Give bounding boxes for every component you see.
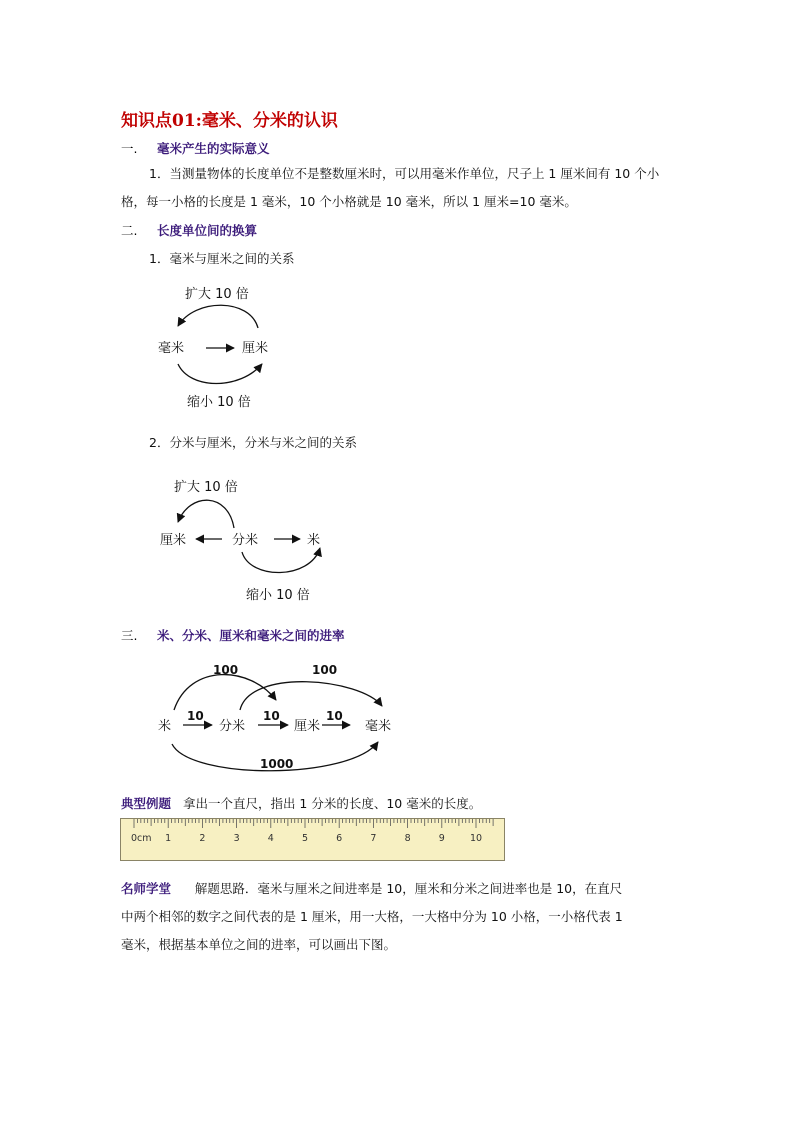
d2-top-label: 扩大 10 倍 xyxy=(174,480,238,495)
teacher-label: 名师学堂 xyxy=(121,881,172,896)
d1-top-arc xyxy=(178,305,258,328)
mm-cm-diagram xyxy=(140,280,310,415)
d1-right-unit: 厘米 xyxy=(242,341,269,356)
d3-arc-top1 xyxy=(174,675,276,710)
section-2-item-2: 2．分米与厘米，分米与米之间的关系 xyxy=(149,435,357,450)
section-2-item-1: 1．毫米与厘米之间的关系 xyxy=(149,251,295,266)
d2-top-arc xyxy=(178,500,234,528)
d1-left-unit: 毫米 xyxy=(158,341,185,356)
teacher-line-3: 毫米，根据基本单位之间的进率，可以画出下图。 xyxy=(121,937,397,952)
ruler-label: 9 xyxy=(438,833,445,844)
section-3-title: 米、分米、厘米和毫米之间的进率 xyxy=(157,628,345,643)
dm-cm-m-diagram xyxy=(150,472,350,607)
section-2-title: 长度单位间的换算 xyxy=(157,223,258,238)
d3-arc-top1-label: 100 xyxy=(213,663,239,677)
section-1-paragraph: 1．当测量物体的长度单位不是整数厘米时，可以用毫米作单位，尺子上 1 厘米间有 10 个小格，每一小格的长度是 1 毫米，10 个小格就是 10 毫米，所以 1 厘米=10 毫米。 xyxy=(121,166,660,209)
d1-top-label: 扩大 10 倍 xyxy=(185,287,249,302)
section-3-number: 三. xyxy=(121,628,138,643)
d2-left-unit: 厘米 xyxy=(160,533,187,548)
d2-middle-unit: 分米 xyxy=(232,533,259,548)
d2-bottom-label: 缩小 10 倍 xyxy=(246,588,310,603)
ruler-label: 10 xyxy=(469,833,483,844)
ruler-label: 7 xyxy=(370,833,377,844)
d2-bottom-arc xyxy=(242,548,320,573)
ruler-body xyxy=(121,819,505,861)
section-1-title: 毫米产生的实际意义 xyxy=(157,141,270,156)
example-line xyxy=(121,794,481,812)
d3-step-3: 10 xyxy=(326,709,343,723)
teacher-text-1: 解题思路．毫米与厘米之间进率是 10，厘米和分米之间进率也是 10，在直尺 xyxy=(194,881,623,896)
ruler-label: 2 xyxy=(199,833,206,844)
d3-unit-mm: 毫米 xyxy=(365,719,392,734)
teacher-line-1 xyxy=(121,879,622,897)
section-1-heading xyxy=(121,139,270,157)
unit-rate-diagram xyxy=(150,658,410,778)
ruler-label: 0cm xyxy=(131,833,152,844)
section-1-number: 一. xyxy=(121,141,138,156)
ruler-label: 4 xyxy=(267,833,274,844)
d1-bottom-label: 缩小 10 倍 xyxy=(187,395,251,410)
example-text: 拿出一个直尺，指出 1 分米的长度、10 毫米的长度。 xyxy=(182,796,482,811)
d3-unit-cm: 厘米 xyxy=(294,719,321,734)
section-3-heading xyxy=(121,626,345,644)
d3-step-1: 10 xyxy=(187,709,204,723)
ruler-label: 5 xyxy=(301,833,309,844)
ruler-label: 8 xyxy=(404,833,411,844)
d1-bottom-arc xyxy=(178,364,262,384)
section-2-heading xyxy=(121,221,257,239)
ruler-label: 1 xyxy=(165,833,172,844)
page-title: 知识点01:毫米、分米的认识 xyxy=(121,111,338,131)
ruler-label: 3 xyxy=(233,833,240,844)
teacher-line-2: 中两个相邻的数字之间代表的是 1 厘米，用一大格，一大格中分为 10 小格，一小格代表 1 xyxy=(121,909,623,924)
d3-unit-m: 米 xyxy=(158,719,172,734)
d3-arc-top2-label: 100 xyxy=(312,663,338,677)
d3-unit-dm: 分米 xyxy=(219,719,246,734)
d2-right-unit: 米 xyxy=(307,533,321,548)
section-2-number: 二. xyxy=(121,223,138,238)
ruler-label: 6 xyxy=(336,833,343,844)
d3-step-2: 10 xyxy=(263,709,280,723)
example-label: 典型例题 xyxy=(121,796,172,811)
d3-arc-bottom-label: 1000 xyxy=(260,757,294,771)
ruler xyxy=(120,818,506,862)
